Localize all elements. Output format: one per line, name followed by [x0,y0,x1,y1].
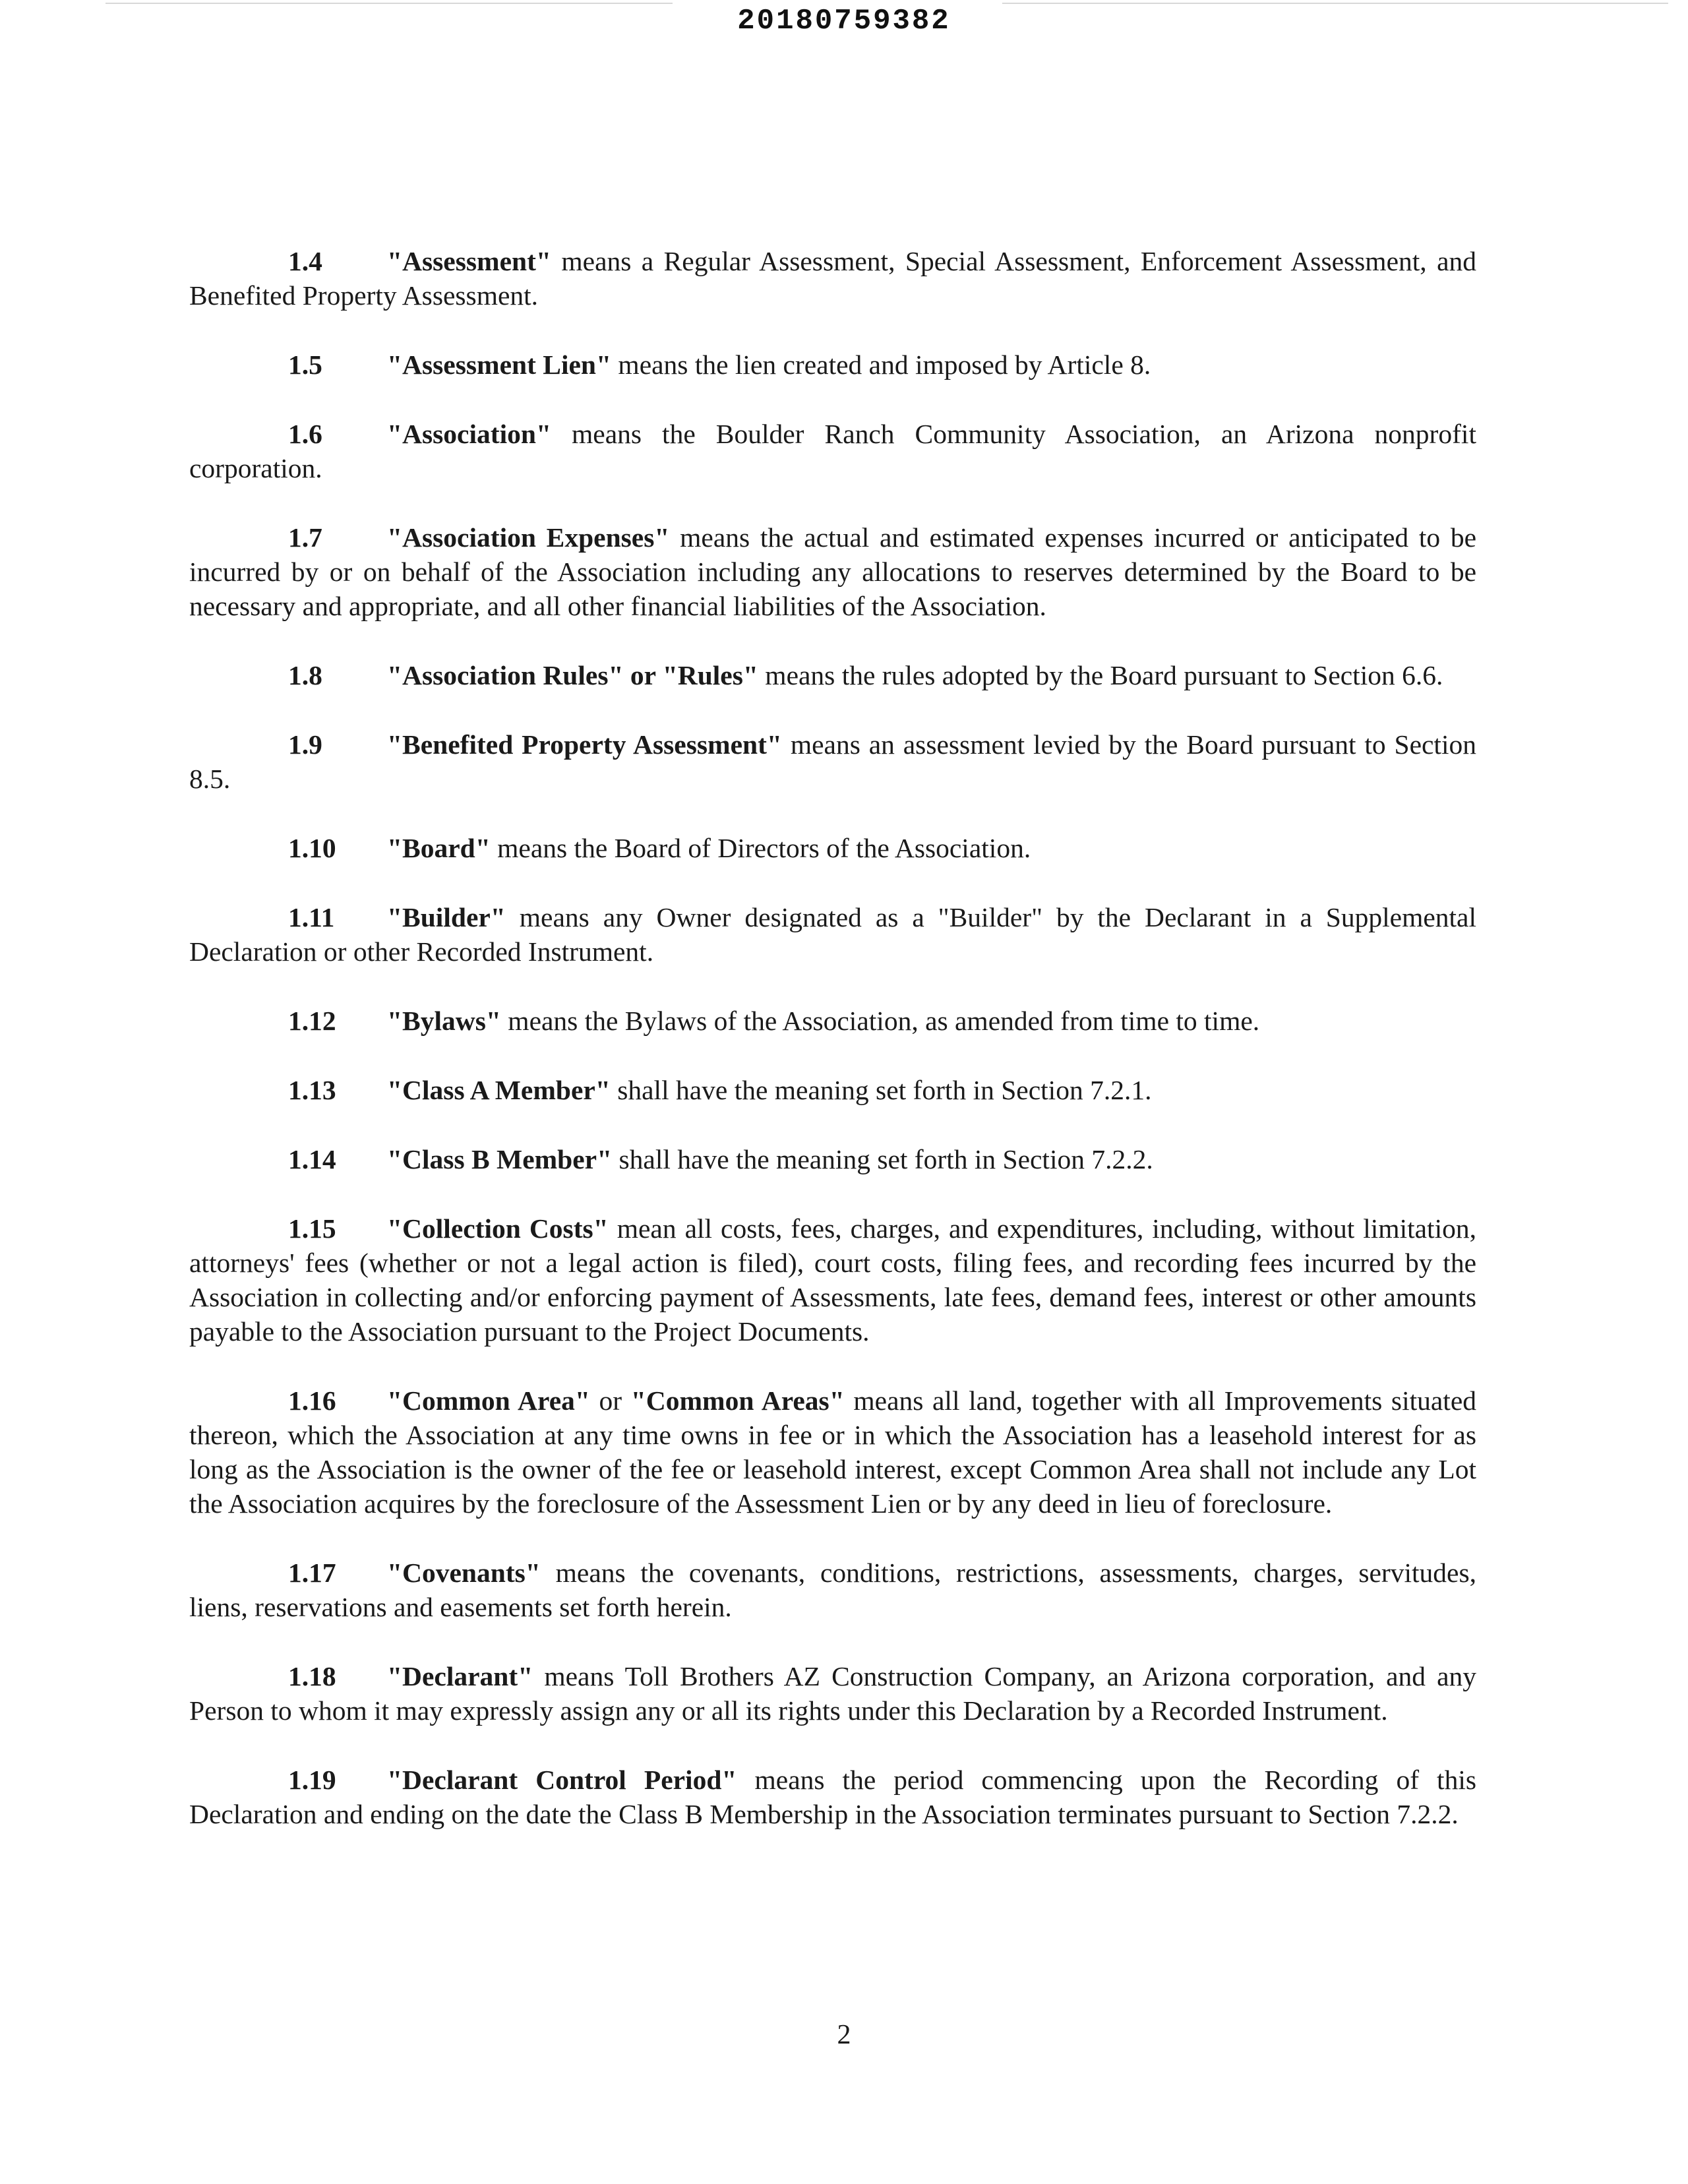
definition-1-6 [189,417,1476,485]
definition-1-12 [189,1004,1476,1038]
definition-1-8 [189,658,1476,692]
definition-1-5 [189,348,1476,382]
definition-text: means the lien created and imposed by Article 8. [611,349,1151,380]
defined-term: "Assessment" [387,246,551,276]
definition-number: 1.11 [288,902,335,932]
defined-term: "Board" [387,833,491,863]
definition-number: 1.12 [288,1006,336,1036]
definition-text: mean all costs, fees, charges, and expenditures, including, without limitation, attorneys' fees (whether or not a legal action is filed), court costs, filing fees, and recording fees incurred by the Association in collecting and/or enforcing payment of Assessments, late fees, demand fees, interest or other amounts payable to the Association pursuant to the Project Documents. [189,1213,1476,1347]
definition-1-4 [189,244,1476,313]
definition-number: 1.13 [288,1075,336,1105]
defined-term: "Collection Costs" [387,1213,609,1244]
definition-text: means Toll Brothers AZ Construction Company, an Arizona corporation, and any Person to whom it may expressly assign any or all its rights under this Declaration by a Recorded Instrument. [189,1661,1476,1726]
defined-term: "Class A Member" [387,1075,611,1105]
definition-text: means an assessment levied by the Board pursuant to Section 8.5. [189,729,1476,794]
definition-1-17 [189,1556,1476,1624]
definition-number: 1.5 [288,349,322,380]
definition-number: 1.17 [288,1558,336,1588]
definition-text: shall have the meaning set forth in Section 7.2.2. [612,1144,1153,1174]
definition-1-10 [189,831,1476,865]
definition-number: 1.7 [288,522,322,553]
defined-term: "Association Rules" [387,660,624,690]
definition-number: 1.10 [288,833,336,863]
definition-text: means the period commencing upon the Recording of this Declaration and ending on the date the Class B Membership in the Association terminates pursuant to Section 7.2.2. [189,1765,1477,1829]
definition-text: means the Board of Directors of the Association. [490,833,1031,863]
definition-number: 1.9 [288,729,322,760]
defined-term: "Builder" [387,902,506,932]
definition-number: 1.6 [288,419,322,449]
definition-number: 1.19 [288,1765,336,1795]
definition-number: 1.18 [288,1661,336,1691]
defined-term: "Common Areas" [630,1385,845,1416]
definition-number: 1.16 [288,1385,336,1416]
recording-header [0,0,1688,53]
definition-text: means the rules adopted by the Board pursuant to Section 6.6. [758,660,1443,690]
defined-term: "Benefited Property Assessment" [387,729,782,760]
defined-term: "Association Expenses" [387,522,670,553]
page-number: 2 [837,2020,851,2050]
defined-term: "Declarant" [387,1661,533,1691]
document-number: 20180759382 [737,5,951,38]
definitions-section [189,244,1476,1866]
definition-1-16 [189,1383,1476,1521]
definition-text: means the covenants, conditions, restrictions, assessments, charges, servitudes, liens, reservations and easements set forth herein. [189,1558,1476,1622]
defined-term: "Common Area" [387,1385,590,1416]
definition-1-14 [189,1142,1476,1176]
definition-number: 1.14 [288,1144,336,1174]
definition-text: or [589,1385,631,1416]
definition-1-11 [189,900,1476,969]
definition-text: means the actual and estimated expenses incurred or anticipated to be incurred by or on behalf of the Association including any allocations to reserves determined by the Board to be necessary and appropriate, and all other financial liabilities of the Association. [189,522,1477,621]
definition-text: shall have the meaning set forth in Section 7.2.1. [610,1075,1152,1105]
defined-term: or [623,660,663,690]
definition-text: means the Bylaws of the Association, as amended from time to time. [500,1006,1260,1036]
definition-text: means all land, together with all Improvements situated thereon, which the Association at any time owns in fee or in which the Association has a leasehold interest for as long as the Association is the owner of the fee or leasehold interest, except Common Area shall not include any Lot the Association acquires by the foreclosure of the Assessment Lien or by any deed in lieu of foreclosure. [189,1385,1476,1519]
definition-text: means the Boulder Ranch Community Association, an Arizona nonprofit corporation. [189,419,1476,483]
defined-term: "Bylaws" [387,1006,501,1036]
defined-term: "Covenants" [387,1558,541,1588]
definition-1-18 [189,1659,1476,1728]
definition-text: means a Regular Assessment, Special Assessment, Enforcement Assessment, and Benefited Property Assessment. [189,246,1476,311]
defined-term: "Assessment Lien" [387,349,612,380]
definition-1-7 [189,520,1476,623]
definition-1-13 [189,1073,1476,1107]
definition-text: means any Owner designated as a "Builder" by the Declarant in a Supplemental Declaration or other Recorded Instrument. [189,902,1476,967]
definition-1-9 [189,727,1476,796]
definition-1-19 [189,1763,1476,1831]
defined-term: "Class B Member" [387,1144,613,1174]
definition-number: 1.8 [288,660,322,690]
defined-term: "Association" [387,419,551,449]
definition-number: 1.15 [288,1213,336,1244]
definition-1-15 [189,1211,1476,1349]
definition-number: 1.4 [288,246,322,276]
defined-term: "Declarant Control Period" [387,1765,737,1795]
defined-term: "Rules" [662,660,758,690]
